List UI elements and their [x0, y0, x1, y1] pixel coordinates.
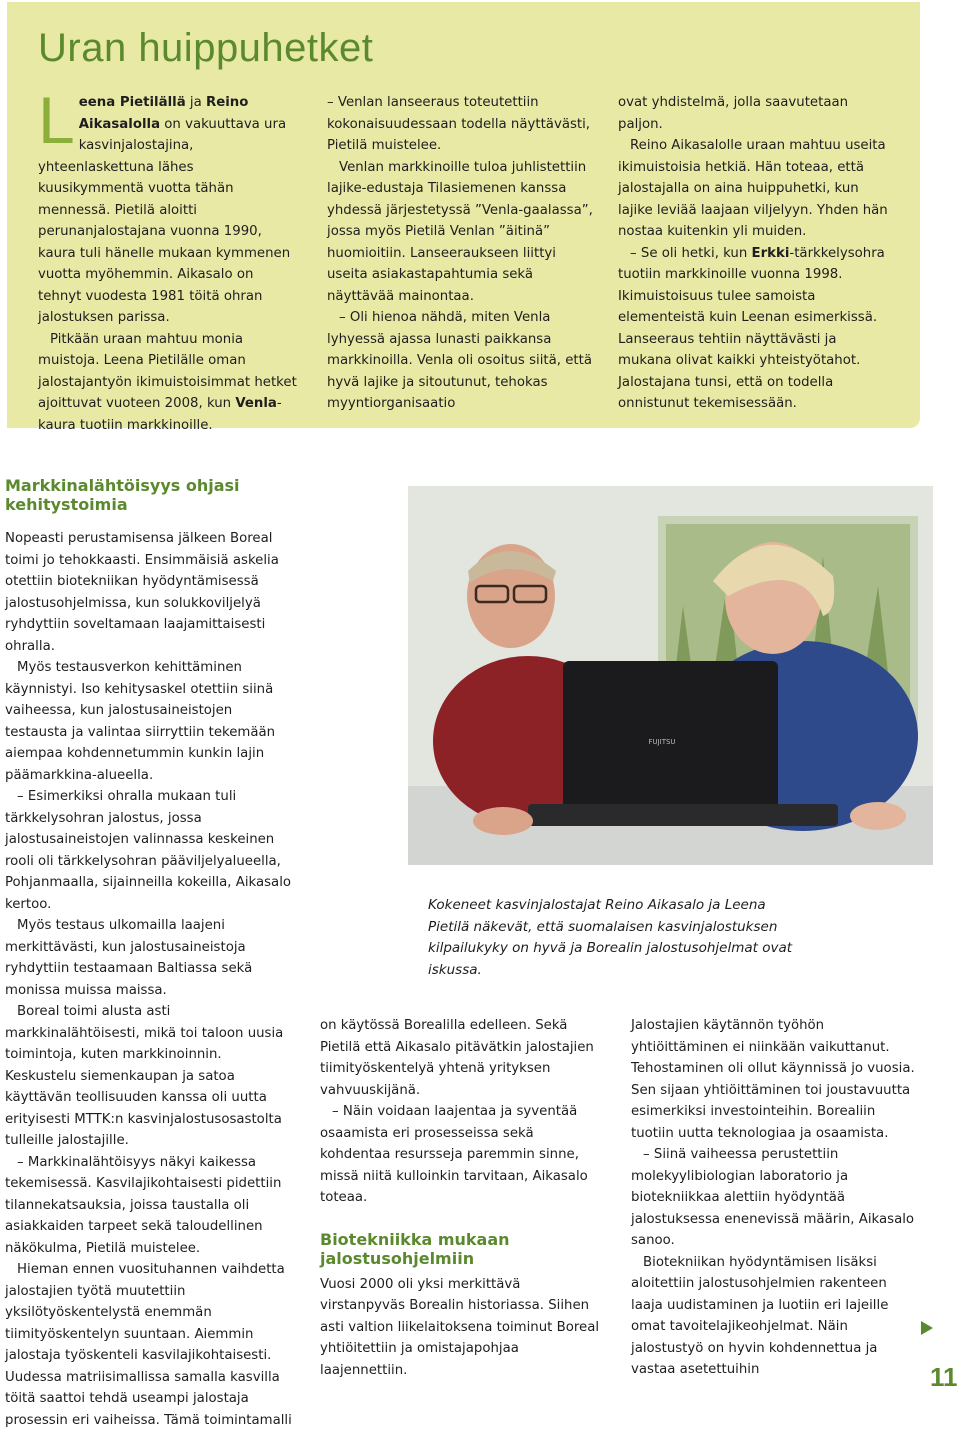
body-paragraph: Hieman ennen vuosituhannen vaihdetta jalostajien työtä muutettiin yksilötyöskentelystä enemmän tiimityöskentelyn suuntaan. Aiemmin jalostaja työskenteli kasvilajikohtaisesti. Uudessa matriisimallissa samalla kasvilla töitä saattoi tehdä useampi jalostaja prosessin eri vaiheissa. Tämä toimintamalli — [5, 1262, 292, 1428]
article-title: Uran huippuhetket — [38, 26, 374, 70]
laptop-brand: FUJITSU — [648, 738, 676, 746]
text-span: ja — [185, 95, 206, 110]
photo-illustration — [408, 486, 933, 865]
body-paragraph: – Siinä vaiheessa perustettiin molekyylibiologian laboratorio ja biotekniikkaa alettiin hyödyntää jalostuksessa enenevissä määrin, Aikasalo sanoo. — [631, 1147, 915, 1248]
body-paragraph: – Näin voidaan laajentaa ja syventää osaamista eri prosesseissa sekä kohdentaa resursseja paremmin sinne, missä niitä kulloinkin tarvitaan, Aikasalo toteaa. — [320, 1104, 588, 1205]
text-span: Pitkään uraan mahtuu monia muistoja. Leena Pietilälle oman jalostajantyön ikimuistoisimmat hetket ajoittuvat vuoteen 2008, kun — [38, 331, 297, 411]
body-paragraph: Biotekniikan hyödyntämisen lisäksi aloitettiin jalostusohjelmien rakenteen laaja uudistaminen ja luotiin eri lajeille omat tavoitelajikeohjelmat. Näin jalostustyö on hyvin kohdennettua ja vastaa asetettuihin — [631, 1254, 889, 1377]
name-leena: eena Pietilällä — [78, 95, 186, 110]
box-column-3 — [618, 92, 894, 415]
box-column-1 — [38, 83, 300, 436]
box-paragraph — [38, 83, 300, 329]
box-paragraph — [38, 329, 300, 437]
box-column-2 — [327, 92, 593, 415]
text-span: on vakuuttava ura kasvinjalostajina, yhteenlaskettuna lähes kuusikymmentä vuotta tähän mennessä. Pietilä aloitti perunanjalostajana vuonna 1990, kaura tuli hänelle mukaan kymmenen vuotta myöhemmin. Aikasalo on tehnyt vuodesta 1981 töitä ohran jalostuksen parissa. — [38, 116, 291, 325]
body-paragraph: Jalostajien käytännön työhön yhtiöittäminen ei niinkään vaikuttanut. Tehostaminen oli ollut käynnissä jo vuosia. Sen sijaan yhtiöittäminen toi joustavuutta esimerkiksi investointeihin. Borealiin tuotiin uutta teknologiaa ja osaamista. — [631, 1018, 915, 1141]
left-column — [5, 476, 295, 1431]
body-paragraph: Vuosi 2000 oli yksi merkittävä virstanpyväs Borealin historiassa. Siihen asti valtion liikelaitoksena toiminut Boreal yhtiöitettiin ja omistajapohjaa laajennettiin. — [320, 1276, 600, 1378]
section-heading: Biotekniikka mukaan jalostusohjelmiin — [320, 1229, 510, 1268]
section-heading: Markkinalähtöisyys ohjasi kehitystoimia — [5, 476, 240, 514]
box-paragraph: – Oli hienoa nähdä, miten Venla lyhyessä ajassa lunasti paikkansa markkinoilla. Venla oli osoitus siitä, että hyvä lajike ja sitoutunut, tehokas myyntiorganisaatio — [327, 310, 592, 411]
box-paragraph: Reino Aikasalolle uraan mahtuu useita ikimuistoisia hetkiä. Hän toteaa, että jalostajalla on aina huippuhetki, kun lajike leviää laajaan viljelyyn. Yhden hän nostaa kuitenkin yli muiden. — [618, 138, 888, 239]
text-span: -tärkkelysohra tuotiin markkinoille vuonna 1998. — [618, 245, 885, 282]
right-column — [631, 1015, 916, 1381]
text-span: -kaura tuotiin markkinoille. — [38, 396, 282, 433]
box-paragraph: Ikimuistoisuus tulee samoista elementeistä kuin Leenan esimerkissä. Lanseeraus tehtiin näyttävästi ja mukana olivat kaikki yhteistyötahot. Jalostajana tunsi, että on todella onnistunut tekemisessään. — [618, 288, 878, 411]
photo-caption: Kokeneet kasvinjalostajat Reino Aikasalo ja Leena Pietilä näkevät, että suomalaisen kasvinjalostuksen kilpailukyky on hyvä ja Borealin jalostusohjelmat ovat iskussa. — [428, 897, 793, 978]
drop-cap: L — [38, 83, 75, 157]
body-paragraph: Myös testausverkon kehittäminen käynnistyi. Iso kehitysaskel otettiin siinä vaiheessa, kun jalostusaineistojen testausta ja valintaa siirryttiin tekemään aiempaa kohdennetummin kunkin lajin päämarkkina-alueella. — [5, 660, 276, 783]
body-paragraph: Myös testaus ulkomailla laajeni merkittävästi, kun jalostusaineistoja ryhdyttiin testaamaan Baltiassa sekä monissa muissa maissa. — [5, 918, 253, 998]
page-number: 11 — [930, 1362, 958, 1392]
body-paragraph: Nopeasti perustamisensa jälkeen Boreal toimi jo tehokkaasti. Ensimmäisiä askelia otettiin biotekniikan hyödyntämisessä jalostusohjelmissa, kun solukkoviljelyä ryhdyttiin soveltamaan laajamittaisesti ohralla. — [5, 531, 279, 654]
box-paragraph: Venlan markkinoille tuloa juhlistettiin lajike-edustaja Tilasiemenen kanssa yhdessä järjestetyssä ”Venla-gaalassa”, jossa myös Pietilä Venlan ”äitinä” huomioitiin. Lanseeraukseen liittyi useita asiakastapahtumia sekä näyttävää mainontaa. — [327, 159, 593, 304]
name-reino: Reino Aikasalolla — [78, 95, 249, 132]
body-paragraph: on käytössä Borealilla edelleen. Sekä Pietilä että Aikasalo pitävätkin jalostajien tiimityöskentelyä yhtenä yrityksen vahvuuskijänä. — [320, 1018, 594, 1098]
text-span: – Se oli hetki, kun — [630, 245, 752, 261]
name-erkki: Erkki — [751, 245, 790, 261]
body-paragraph: – Markkinalähtöisyys näkyi kaikessa tekemisessä. Kasvilajikohtaisesti pidettiin tilannekatsauksia, joissa taustalla oli asiakkaiden tarpeet sekä taloudellinen näkökulma, Pietilä muistelee. — [5, 1154, 282, 1256]
name-venla: Venla — [235, 396, 277, 411]
photo-researchers-laptop — [408, 486, 933, 865]
box-paragraph — [618, 243, 894, 286]
body-paragraph: – Esimerkiksi ohralla mukaan tuli tärkkelysohran jalostus, jossa jalostusaineistojen valinnassa keskeinen rooli oli tärkkelysohran pääviljelyalueella, Pohjanmaalla, sijainneilla kokeilla, Aikasalo kertoo. — [5, 789, 292, 912]
box-paragraph: – Venlan lanseeraus toteutettiin kokonaisuudessaan todella näyttävästi, Pietilä muistelee. — [327, 95, 591, 153]
box-paragraph: ovat yhdistelmä, jolla saavutetaan paljon. — [618, 95, 849, 132]
continue-arrow-icon — [921, 1321, 933, 1335]
body-paragraph: Boreal toimi alusta asti markkinalähtöisesti, mikä toi taloon uusia toimintoja, kuten markkinoinnin. Keskustelu siemenkaupan ja satoa käyttävän teollisuuden kanssa oli uutta erityisesti MTTK:n kasvinjalostusosastolta tulleille jalostajille. — [5, 1004, 284, 1148]
middle-column — [320, 1015, 605, 1381]
